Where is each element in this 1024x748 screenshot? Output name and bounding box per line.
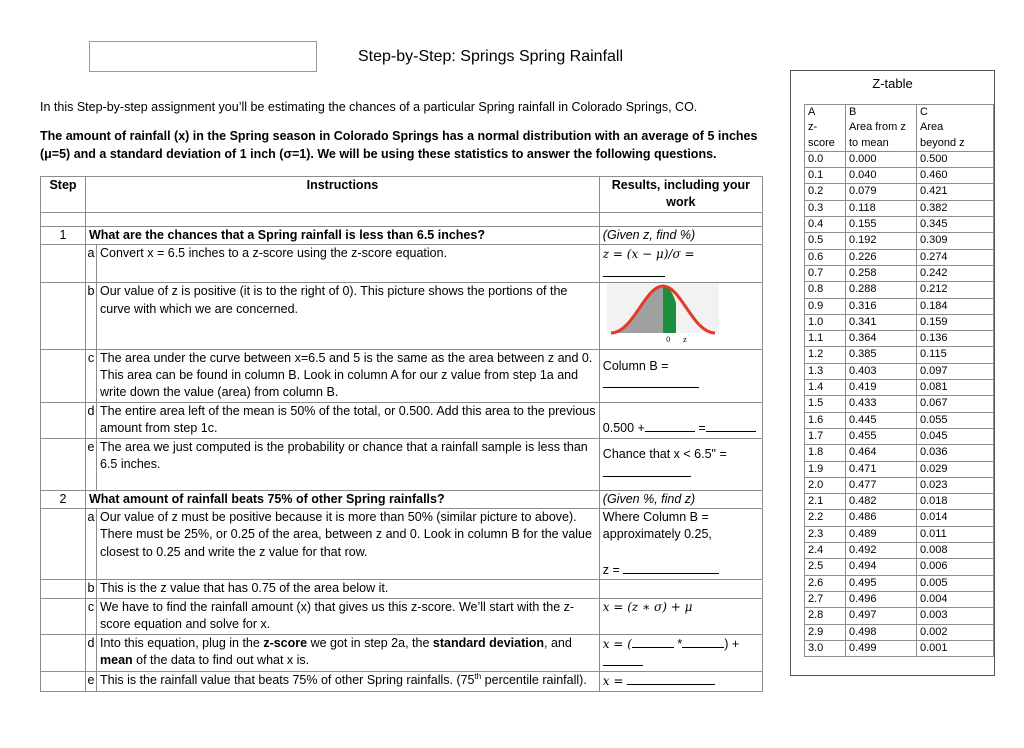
z-table-row [805, 640, 994, 656]
column-b-label: Column B = [602, 358, 669, 373]
z-score-cell: 0.8 [805, 282, 846, 298]
q2-question: What amount of rainfall beats 75% of other Spring rainfalls? [86, 490, 600, 508]
z-col-b-letter: B [849, 106, 857, 118]
q2e-superscript: th [474, 672, 482, 682]
q2d-bold-zscore: z-score [263, 635, 308, 650]
table-header-row [41, 177, 763, 213]
area-beyond-cell: 0.097 [917, 363, 994, 379]
q2d-row [41, 634, 763, 672]
z-table-header-row [805, 105, 994, 152]
q2d-text [97, 634, 600, 672]
x-equals-open: x = ( [602, 636, 632, 651]
q2a-text: Our value of z must be positive because it is more than 50% (similar picture to above). There must be 25%, or 0.25 of the area, between z and 0. Look in column B for the value closest to 0.25 and write the z value for that row. [97, 509, 600, 580]
z-table-body [805, 151, 994, 656]
z-score-cell: 1.4 [805, 380, 846, 396]
solve-x-formula: x = (z ∗ σ) + μ [602, 599, 693, 614]
area-to-mean-cell: 0.192 [846, 233, 917, 249]
q2d-bold-sd: standard deviation [432, 635, 545, 650]
z-score-cell: 1.6 [805, 412, 846, 428]
area-beyond-cell: 0.045 [917, 428, 994, 444]
header-instructions: Instructions [86, 177, 600, 213]
q2d-text-1: Into this equation, plug in the [100, 635, 264, 650]
z-table-row [805, 249, 994, 265]
q2e-text [97, 672, 600, 691]
area-to-mean-cell: 0.433 [846, 396, 917, 412]
steps-table [40, 176, 763, 692]
q1a-result [599, 245, 762, 283]
area-beyond-cell: 0.309 [917, 233, 994, 249]
area-to-mean-cell: 0.482 [846, 494, 917, 510]
z-score-cell: 0.5 [805, 233, 846, 249]
q1c-answer-blank[interactable] [603, 375, 699, 388]
description-line-1: The amount of rainfall (x) in the Spring season in Colorado Springs has a normal distribution with an average of 5 inches [40, 129, 758, 143]
area-to-mean-cell: 0.288 [846, 282, 917, 298]
q2a-answer-blank[interactable] [623, 561, 719, 574]
z-score-cell: 0.2 [805, 184, 846, 200]
q1a-answer-blank[interactable] [603, 264, 665, 277]
area-beyond-cell: 0.184 [917, 298, 994, 314]
area-beyond-cell: 0.159 [917, 314, 994, 330]
q2b-row [41, 580, 763, 598]
page-title: Step-by-Step: Springs Spring Rainfall [358, 48, 624, 65]
z-table-row [805, 591, 994, 607]
z-table-row [805, 477, 994, 493]
z-table [804, 104, 994, 657]
area-to-mean-cell: 0.385 [846, 347, 917, 363]
area-beyond-cell: 0.002 [917, 624, 994, 640]
z-table-row [805, 151, 994, 167]
q2d-blank-sd[interactable] [682, 635, 724, 648]
z-score-cell: 2.3 [805, 526, 846, 542]
z-score-cell: 0.3 [805, 200, 846, 216]
z-col-a-header [805, 105, 846, 152]
q1c-label: c [86, 349, 97, 402]
area-to-mean-cell: 0.316 [846, 298, 917, 314]
z-table-row [805, 331, 994, 347]
z-score-cell: 2.6 [805, 575, 846, 591]
area-beyond-cell: 0.008 [917, 543, 994, 559]
z-table-row [805, 363, 994, 379]
z-score-cell: 2.1 [805, 494, 846, 510]
multiply-sign: * [677, 636, 683, 651]
q2b-label: b [86, 580, 97, 598]
z-table-row [805, 526, 994, 542]
area-beyond-cell: 0.500 [917, 151, 994, 167]
z-score-cell: 2.2 [805, 510, 846, 526]
z-col-c-line1: Area [920, 121, 944, 134]
curve-zero-label: 0 [665, 336, 671, 344]
area-beyond-cell: 0.421 [917, 184, 994, 200]
area-to-mean-cell: 0.494 [846, 559, 917, 575]
q2c-row [41, 598, 763, 634]
q2e-result [599, 672, 762, 691]
area-to-mean-cell: 0.495 [846, 575, 917, 591]
z-score-cell: 2.0 [805, 477, 846, 493]
q2e-row [41, 672, 763, 691]
area-beyond-cell: 0.029 [917, 461, 994, 477]
area-to-mean-cell: 0.155 [846, 217, 917, 233]
zscore-formula: z = (x − μ)/σ = [602, 247, 695, 262]
description-line-2: (μ=5) and a standard deviation of 1 inch (σ=1). We will be using these statistics to answer the following questions. [40, 147, 717, 161]
q1-given: (Given z, find %) [599, 226, 762, 244]
q1e-result [599, 438, 762, 490]
area-beyond-cell: 0.036 [917, 445, 994, 461]
q1b-label: b [86, 283, 97, 349]
area-to-mean-cell: 0.341 [846, 314, 917, 330]
z-col-c-line2: beyond z [920, 136, 965, 149]
area-to-mean-cell: 0.445 [846, 412, 917, 428]
z-col-b-header [846, 105, 917, 152]
q1d-text: The entire area left of the mean is 50% of the total, or 0.500. Add this area to the previous amount from step 1c. [97, 402, 600, 438]
q2d-text-4: of the data to find out what x is. [132, 652, 310, 667]
z-col-c-header [917, 105, 994, 152]
q2d-bold-mean: mean [100, 652, 133, 667]
z-table-row [805, 575, 994, 591]
curve-z-label: z [682, 336, 687, 344]
area-beyond-cell: 0.136 [917, 331, 994, 347]
chance-label: Chance that x < 6.5" = [602, 447, 727, 462]
area-beyond-cell: 0.460 [917, 168, 994, 184]
problem-description [40, 127, 757, 163]
area-beyond-cell: 0.055 [917, 412, 994, 428]
normal-curve-graphic [603, 283, 723, 343]
area-beyond-cell: 0.014 [917, 510, 994, 526]
z-table-row [805, 380, 994, 396]
z-table-row [805, 168, 994, 184]
area-beyond-cell: 0.115 [917, 347, 994, 363]
area-to-mean-cell: 0.258 [846, 265, 917, 281]
z-table-row [805, 543, 994, 559]
z-table-title: Z-table [872, 76, 913, 91]
area-to-mean-cell: 0.226 [846, 249, 917, 265]
z-score-cell: 1.1 [805, 331, 846, 347]
area-beyond-cell: 0.006 [917, 559, 994, 575]
z-table-row [805, 445, 994, 461]
column-b-approx-text: Where Column B = approximately 0.25, [602, 510, 712, 542]
q1d-row [41, 402, 763, 438]
header-step: Step [41, 177, 86, 213]
q2d-text-3: , and [544, 635, 572, 650]
area-beyond-cell: 0.345 [917, 217, 994, 233]
q2d-blank-mean[interactable] [603, 653, 643, 666]
q1d-blank-1[interactable] [645, 419, 695, 432]
q2c-text: We have to find the rainfall amount (x) that gives us this z-score. We’ll start with the z-score equation and solve for x. [97, 598, 600, 634]
q1-number: 1 [41, 226, 86, 244]
z-score-cell: 2.8 [805, 608, 846, 624]
q2e-label: e [86, 672, 97, 691]
z-table-row [805, 559, 994, 575]
z-score-cell: 2.4 [805, 543, 846, 559]
q1e-text: The area we just computed is the probability or chance that a rainfall sample is less than 6.5 inches. [97, 438, 600, 490]
area-to-mean-cell: 0.471 [846, 461, 917, 477]
q1a-row [41, 245, 763, 283]
z-table-row [805, 461, 994, 477]
z-col-b-line1: Area from z [849, 121, 906, 134]
area-to-mean-cell: 0.419 [846, 380, 917, 396]
z-score-cell: 0.0 [805, 151, 846, 167]
q2a-result [599, 509, 762, 580]
z-score-cell: 0.1 [805, 168, 846, 184]
q1e-label: e [86, 438, 97, 490]
q1e-row [41, 438, 763, 490]
q1d-blank-2[interactable] [706, 419, 756, 432]
area-beyond-cell: 0.023 [917, 477, 994, 493]
area-to-mean-cell: 0.403 [846, 363, 917, 379]
z-score-cell: 1.3 [805, 363, 846, 379]
z-score-cell: 1.2 [805, 347, 846, 363]
header-results: Results, including your work [599, 177, 762, 213]
area-to-mean-cell: 0.497 [846, 608, 917, 624]
area-beyond-cell: 0.003 [917, 608, 994, 624]
area-to-mean-cell: 0.498 [846, 624, 917, 640]
area-beyond-cell: 0.212 [917, 282, 994, 298]
z-table-row [805, 314, 994, 330]
close-plus: ) + [724, 636, 740, 651]
z-table-row [805, 298, 994, 314]
z-table-row [805, 412, 994, 428]
area-beyond-cell: 0.242 [917, 265, 994, 281]
z-score-cell: 0.4 [805, 217, 846, 233]
q2b-text: This is the z value that has 0.75 of the area below it. [97, 580, 600, 598]
area-beyond-cell: 0.011 [917, 526, 994, 542]
area-beyond-cell: 0.274 [917, 249, 994, 265]
z-score-cell: 1.5 [805, 396, 846, 412]
area-to-mean-cell: 0.079 [846, 184, 917, 200]
half-area-label: 0.500 + [602, 421, 645, 436]
x-equals-final: x = [602, 674, 624, 689]
q2c-result [599, 598, 762, 634]
z-table-row [805, 265, 994, 281]
q1c-row [41, 349, 763, 402]
area-to-mean-cell: 0.496 [846, 591, 917, 607]
z-score-cell: 0.6 [805, 249, 846, 265]
q2-number: 2 [41, 490, 86, 508]
q1b-row [41, 283, 763, 349]
z-table-row [805, 347, 994, 363]
z-score-cell: 0.7 [805, 265, 846, 281]
q2e-text-2: percentile rainfall). [481, 673, 587, 688]
z-col-a-letter: A [808, 106, 816, 118]
q2-question-row [41, 490, 763, 508]
area-to-mean-cell: 0.477 [846, 477, 917, 493]
area-to-mean-cell: 0.118 [846, 200, 917, 216]
spacer-row [41, 212, 763, 226]
z-table-row [805, 494, 994, 510]
area-to-mean-cell: 0.455 [846, 428, 917, 444]
z-table-row [805, 510, 994, 526]
q2c-label: c [86, 598, 97, 634]
area-beyond-cell: 0.067 [917, 396, 994, 412]
area-to-mean-cell: 0.464 [846, 445, 917, 461]
area-beyond-cell: 0.005 [917, 575, 994, 591]
q1-question: What are the chances that a Spring rainfall is less than 6.5 inches? [86, 226, 600, 244]
q2a-row [41, 509, 763, 580]
q1a-label: a [86, 245, 97, 283]
q2-given: (Given %, find z) [599, 490, 762, 508]
q2d-blank-zscore[interactable] [632, 635, 674, 648]
area-beyond-cell: 0.001 [917, 640, 994, 656]
area-to-mean-cell: 0.492 [846, 543, 917, 559]
area-beyond-cell: 0.081 [917, 380, 994, 396]
q1a-text: Convert x = 6.5 inches to a z-score using the z-score equation. [97, 245, 600, 283]
z-table-row [805, 428, 994, 444]
q1d-label: d [86, 402, 97, 438]
q2e-text-1: This is the rainfall value that beats 75% of other Spring rainfalls. (75 [100, 673, 475, 688]
name-input-box[interactable] [89, 41, 317, 72]
z-score-cell: 2.5 [805, 559, 846, 575]
z-table-row [805, 282, 994, 298]
z-table-row [805, 217, 994, 233]
q2d-text-2: we got in step 2a, the [307, 635, 433, 650]
z-score-cell: 1.9 [805, 461, 846, 477]
area-to-mean-cell: 0.364 [846, 331, 917, 347]
area-to-mean-cell: 0.000 [846, 151, 917, 167]
q2d-result [599, 634, 762, 672]
z-score-cell: 1.0 [805, 314, 846, 330]
q1c-result [599, 349, 762, 402]
area-to-mean-cell: 0.040 [846, 168, 917, 184]
area-to-mean-cell: 0.489 [846, 526, 917, 542]
z-score-cell: 0.9 [805, 298, 846, 314]
z-col-b-line2: to mean [849, 136, 889, 149]
area-to-mean-cell: 0.486 [846, 510, 917, 526]
z-table-row [805, 396, 994, 412]
q1c-text: The area under the curve between x=6.5 and 5 is the same as the area between z and 0. This area can be found in column B. Look in column A for our z value from step 1a and write down the value (area) from column B. [97, 349, 600, 402]
z-col-a-line1: z- [808, 121, 818, 134]
z-table-row [805, 233, 994, 249]
z-score-cell: 2.9 [805, 624, 846, 640]
q1-question-row [41, 226, 763, 244]
area-beyond-cell: 0.382 [917, 200, 994, 216]
z-col-a-line2: score [808, 136, 835, 149]
z-table-row [805, 608, 994, 624]
q1b-text: Our value of z is positive (it is to the right of 0). This picture shows the portions of the curve with which we are concerned. [97, 283, 600, 349]
q2d-label: d [86, 634, 97, 672]
q2a-label: a [86, 509, 97, 580]
q2e-answer-blank[interactable] [627, 672, 715, 685]
z-score-cell: 3.0 [805, 640, 846, 656]
equals-sign: = [698, 421, 706, 436]
area-beyond-cell: 0.004 [917, 591, 994, 607]
z-score-cell: 1.7 [805, 428, 846, 444]
area-to-mean-cell: 0.499 [846, 640, 917, 656]
z-table-row [805, 624, 994, 640]
z-score-cell: 1.8 [805, 445, 846, 461]
q1d-result [599, 402, 762, 438]
z-table-row [805, 184, 994, 200]
z-score-cell: 2.7 [805, 591, 846, 607]
intro-text: In this Step-by-step assignment you’ll be estimating the chances of a particular Spring rainfall in Colorado Springs, CO. [40, 100, 698, 114]
z-table-row [805, 200, 994, 216]
z-equals-label: z = [602, 562, 620, 577]
q1e-answer-blank[interactable] [603, 464, 691, 477]
z-col-c-letter: C [920, 106, 928, 118]
q1b-result [599, 283, 762, 349]
area-beyond-cell: 0.018 [917, 494, 994, 510]
